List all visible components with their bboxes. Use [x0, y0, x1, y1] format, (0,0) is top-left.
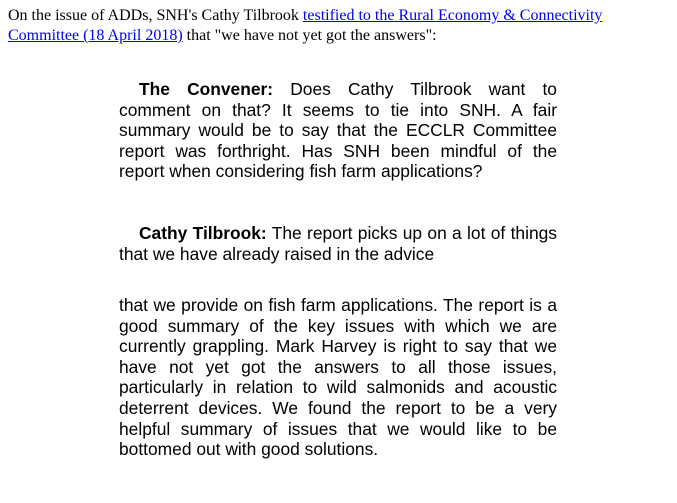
testimony-link[interactable]: testified to the Rural Economy & Connectivity Committee (18 April 2018) [8, 7, 603, 44]
tilbrook-statement-start: The report picks up on a lot of things that we have already raised in the advice [119, 223, 557, 264]
quote-paragraph-tilbrook [119, 223, 557, 264]
convener-statement: Does Cathy Tilbrook want to comment on that? It seems to tie into SNH. A fair summary would be to say that the ECCLR Committee report was forthright. Has SNH been mindful of the report when considering fish farm applications? [119, 79, 557, 182]
quote-paragraph-convener [119, 79, 557, 182]
intro-paragraph [8, 6, 670, 46]
tilbrook-statement-continued: that we provide on fish farm applications. The report is a good summary of the key issues with which we are currently grappling. Mark Harvey is right to say that we have not yet got the answers to all those issues, particularly in relation to wild salmonids and acoustic deterrent devices. We found the report to be a very helpful summary of issues that we would like to be bottomed out with good solutions. [119, 295, 557, 460]
speaker-tilbrook: Cathy Tilbrook: [139, 223, 267, 243]
quote-paragraph-continuation [119, 295, 557, 460]
intro-text-before-link: On the issue of ADDs, SNH's Cathy Tilbrook [8, 7, 303, 24]
intro-text-after-link: that "we have not yet got the answers": [182, 27, 437, 44]
speaker-convener: The Convener: [139, 79, 274, 99]
